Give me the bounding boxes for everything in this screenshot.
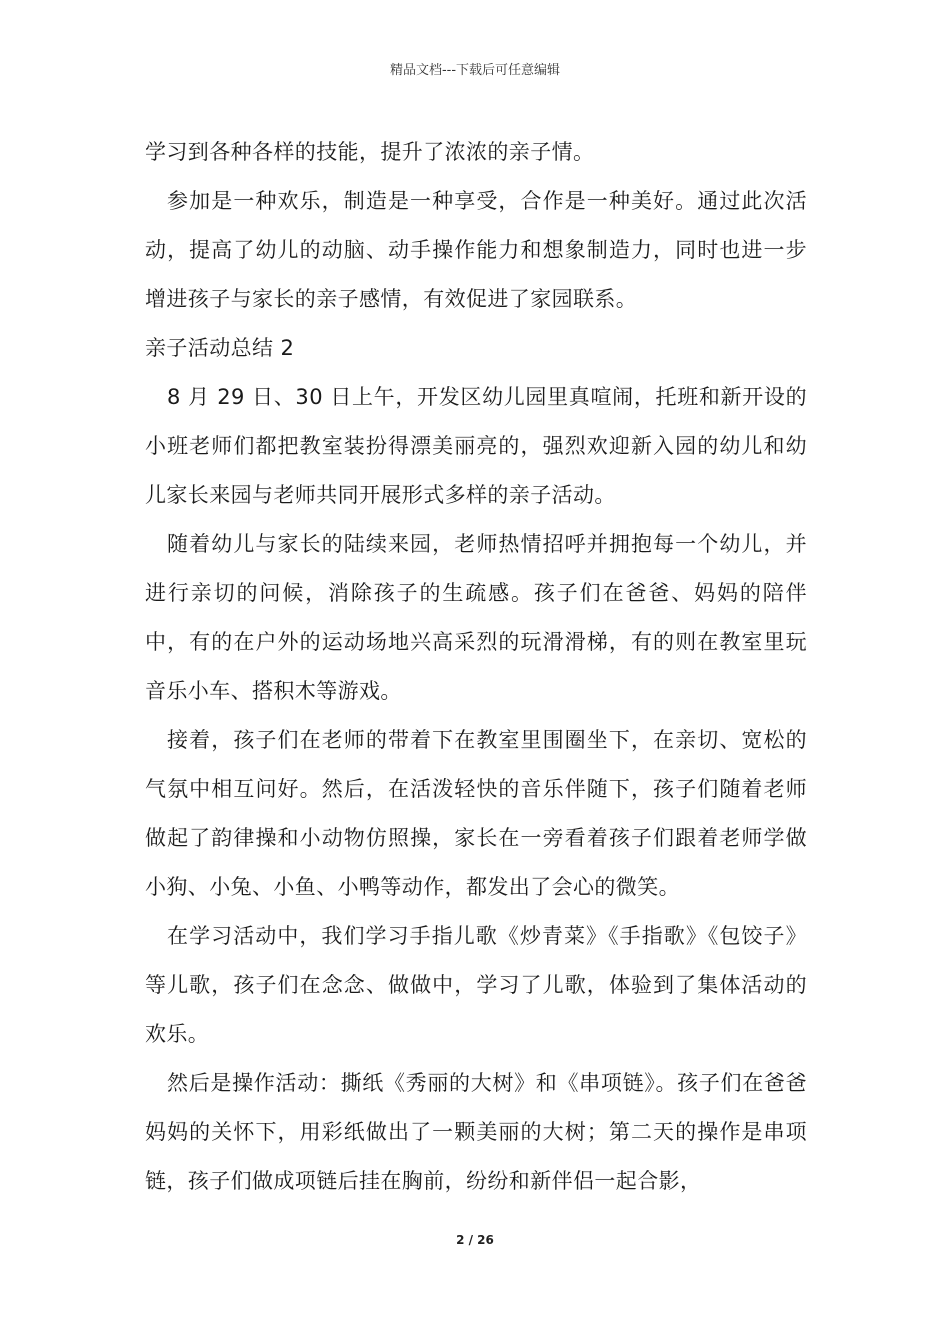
paragraph-4: 随着幼儿与家长的陆续来园，老师热情招呼并拥抱每一个幼儿，并进行亲切的问候，消除孩子的生疏感。孩子们在爸爸、妈妈的陪伴中，有的在户外的运动场地兴高采烈的玩滑滑梯，有的则在教室里玩音乐小车、搭积木等游戏。 (145, 532, 807, 703)
page-number: 2 / 26 (456, 1233, 494, 1247)
paragraph-7: 然后是操作活动：撕纸《秀丽的大树》和《串项链》。孩子们在爸爸妈妈的关怀下，用彩纸做出了一颗美丽的大树；第二天的操作是串项链，孩子们做成项链后挂在胸前，纷纷和新伴侣一起合影， (145, 1071, 807, 1193)
paragraph-1: 学习到各种各样的技能，提升了浓浓的亲子情。 (145, 140, 595, 164)
paragraph-3: 8 月 29 日、30 日上午，开发区幼儿园里真喧闹，托班和新开设的小班老师们都把教室装扮得漂美丽亮的，强烈欢迎新入园的幼儿和幼儿家长来园与老师共同开展形式多样的亲子活动。 (145, 385, 807, 507)
paragraph-6: 在学习活动中，我们学习手指儿歌《炒青菜》《手指歌》《包饺子》等儿歌，孩子们在念念、做做中，学习了儿歌，体验到了集体活动的欢乐。 (145, 924, 807, 1046)
paragraph-5: 接着，孩子们在老师的带着下在教室里围圈坐下，在亲切、宽松的气氛中相互问好。然后，在活泼轻快的音乐伴随下，孩子们随着老师做起了韵律操和小动物仿照操，家长在一旁看着孩子们跟着老师学做小狗、小兔、小鱼、小鸭等动作，都发出了会心的微笑。 (145, 728, 807, 899)
page-header: 精品文档---下载后可任意编辑 (389, 63, 561, 78)
document-body (145, 128, 807, 1206)
section-heading: 亲子活动总结 2 (145, 336, 295, 360)
paragraph-2: 参加是一种欢乐，制造是一种享受，合作是一种美好。通过此次活动，提高了幼儿的动脑、动手操作能力和想象制造力，同时也进一步增进孩子与家长的亲子感情，有效促进了家园联系。 (145, 189, 807, 311)
